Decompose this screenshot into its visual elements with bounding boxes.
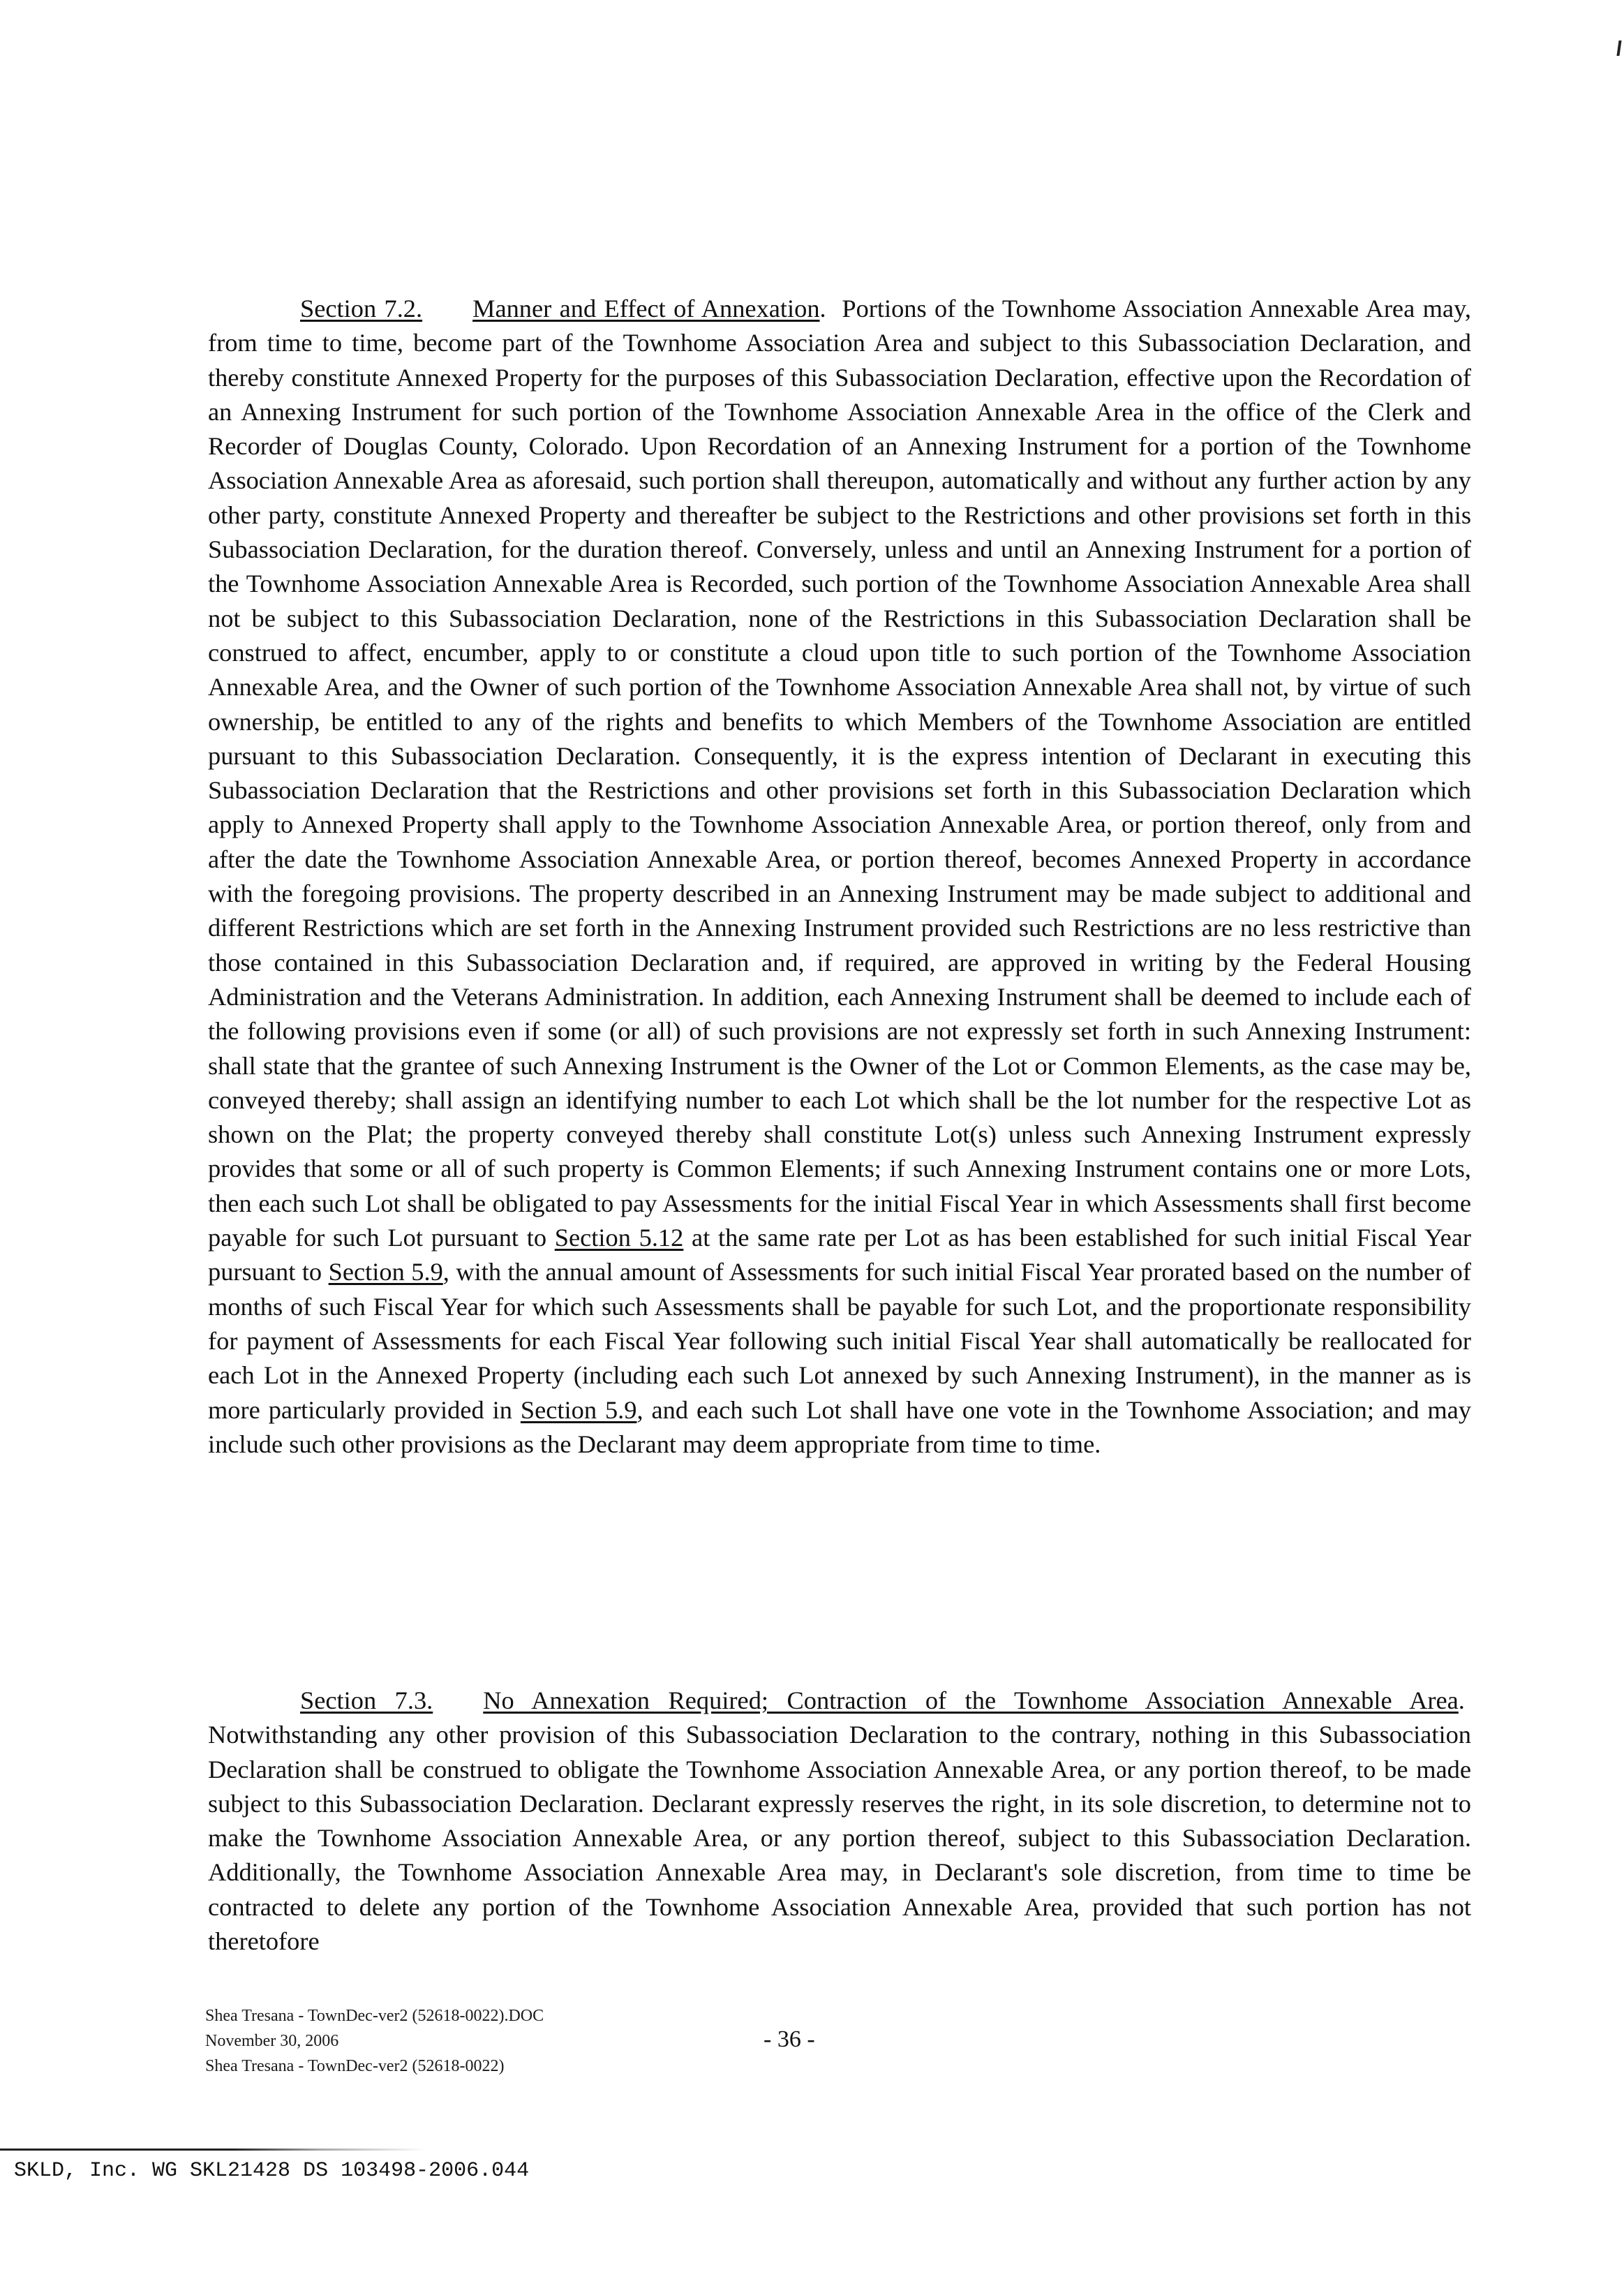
section-title: Manner and Effect of Annexation [472, 295, 820, 322]
section-text: , and each such Lot shall have one vote in the Townhome Association; and may include such other provisions as the Declarant may deem appropriate from time to time. [208, 1395, 1472, 1458]
section-text: Notwithstanding any other provision of this Subassociation Declaration to the contrary, nothing in this Subassociation Declaration shall be construed to obligate the Townhome Association Annexable Area, or any portion thereof, to be made subject to this Subassociation Declaration. Declarant expressly reserves the right, in its sole discretion, to determine not to make the Townhome Association Annexable Area, or any portion thereof, subject to this Subassociation Declaration. Additionally, the Townhome Association Annexable Area may, in Declarant's sole discretion, from time to time be contracted to delete any portion of the Townhome Association Annexable Area, provided that such portion has not theretofore [208, 1721, 1471, 1956]
section-cross-reference: Section 5.12 [554, 1224, 684, 1252]
section-number: Section 7.3. [300, 1686, 433, 1714]
bottom-rule [0, 2149, 426, 2151]
recording-stamp: SKLD, Inc. WG SKL21428 DS 103498-2006.044 [14, 2159, 530, 2183]
section-cross-reference: Section 5.9 [328, 1258, 443, 1286]
footer-filename-secondary: Shea Tresana - TownDec-ver2 (52618-0022) [205, 2057, 505, 2075]
footer-filename: Shea Tresana - TownDec-ver2 (52618-0022).DOC [205, 2007, 544, 2025]
section-7-2-paragraph: Section 7.2. Manner and Effect of Annexation. Portions of the Townhome Association Annexable Area may, from time to time, become part of the Townhome Association Area and subject to this Subassociation Declaration, and thereby constitute Annexed Property for the purposes of this Subassociation Declaration, effective upon the Recordation of an Annexing Instrument for such portion of the Townhome Association Annexable Area in the office of the Clerk and Recorder of Douglas County, Colorado. Upon Recordation of an Annexing Instrument for a portion of the Townhome Association Annexable Area as aforesaid, such portion shall thereupon, automatically and without any further action by any other party, constitute Annexed Property and thereafter be subject to the Restrictions and other provisions set forth in this Subassociation Declaration, for the duration thereof. Conversely, unless and until an Annexing Instrument for a portion of the Townhome Association Annexable Area is Recorded, such portion of the Townhome Association Annexable Area shall not be subject to this Subassociation Declaration, none of the Restrictions in this Subassociation Declaration shall be construed to affect, encumber, apply to or constitute a cloud upon title to such portion of the Townhome Association Annexable Area, and the Owner of such portion of the Townhome Association Annexable Area shall not, by virtue of such ownership, be entitled to any of the rights and benefits to which Members of the Townhome Association are entitled pursuant to this Subassociation Declaration. Consequently, it is the express intention of Declarant in executing this Subassociation Declaration that the Restrictions and other provisions set forth in this Subassociation Declaration which apply to Annexed Property shall apply to the Townhome Association Annexable Area, or portion thereof, only from and after the date the Townhome Association Annexable Area, or portion thereof, becomes Annexed Property in accordance with the foregoing provisions. The property described in an Annexing Instrument may be made subject to additional and different Restrictions which are set forth in the Annexing Instrument provided such Restrictions are no less restrictive than those contained in this Subassociation Declaration and, if required, are approved in writing by the Federal Housing Administration and the Veterans Administration. In addition, each Annexing Instrument shall be deemed to include each of the following provisions even if some (or all) of such provisions are not expressly set forth in such Annexing Instrument: shall state that the grantee of such Annexing Instrument is the Owner of the Lot or Common Elements, as the case may be, conveyed thereby; shall assign an identifying number to each Lot which shall be the lot number for the respective Lot as shown on the Plat; the property conveyed thereby shall constitute Lot(s) unless such Annexing Instrument expressly provides that some or all of such property is Common Elements; if such Annexing Instrument contains one or more Lots, then each such Lot shall be obligated to pay Assessments for the initial Fiscal Year in which Assessments shall first become payable for such Lot pursuant to Section 5.12 at the same rate per Lot as has been established for such initial Fiscal Year pursuant to Section 5.9, with the annual amount of Assessments for such initial Fiscal Year prorated based on the number of months of such Fiscal Year for which such Assessments shall be payable for such Lot, and the proportionate responsibility for payment of Assessments for each Fiscal Year following such initial Fiscal Year shall automatically be reallocated for each Lot in the Annexed Property (including each such Lot annexed by such Annexing Instrument), in the manner as is more particularly provided in Section 5.9, and each such Lot shall have one vote in the Townhome Association; and may include such other provisions as the Declarant may deem appropriate from time to time. [208, 295, 1472, 1458]
section-number: Section 7.2. [300, 295, 423, 322]
scan-artifact-mark [1616, 40, 1621, 56]
section-text: , with the annual amount of Assessments for such initial Fiscal Year prorated based on the number of months of such Fiscal Year for which such Assessments shall be payable for such Lot, and the proportionate responsibility for payment of Assessments for each Fiscal Year following such initial Fiscal Year shall automatically be reallocated for each Lot in the Annexed Property (including each such Lot annexed by such Annexing Instrument), in the manner as is more particularly provided in [208, 1258, 1471, 1424]
section-title: No Annexation Required; Contraction of the Townhome Association Annexable Area [483, 1686, 1459, 1714]
document-footer [205, 2003, 544, 2079]
section-cross-reference: Section 5.9 [520, 1395, 637, 1424]
footer-date: November 30, 2006 [205, 2032, 339, 2050]
section-text: Portions of the Townhome Association Annexable Area may, from time to time, become part of the Townhome Association Area and subject to this Subassociation Declaration, and thereby constitute Annexed Property for the purposes of this Subassociation Declaration, effective upon the Recordation of an Annexing Instrument for such portion of the Townhome Association Annexable Area in the office of the Clerk and Recorder of Douglas County, Colorado. Upon Recordation of an Annexing Instrument for a portion of the Townhome Association Annexable Area as aforesaid, such portion shall thereupon, automatically and without any further action by any other party, constitute Annexed Property and thereafter be subject to the Restrictions and other provisions set forth in this Subassociation Declaration, for the duration thereof. Conversely, unless and until an Annexing Instrument for a portion of the Townhome Association Annexable Area is Recorded, such portion of the Townhome Association Annexable Area shall not be subject to this Subassociation Declaration, none of the Restrictions in this Subassociation Declaration shall be construed to affect, encumber, apply to or constitute a cloud upon title to such portion of the Townhome Association Annexable Area, and the Owner of such portion of the Townhome Association Annexable Area shall not, by virtue of such ownership, be entitled to any of the rights and benefits to which Members of the Townhome Association are entitled pursuant to this Subassociation Declaration. Consequently, it is the express intention of Declarant in executing this Subassociation Declaration that the Restrictions and other provisions set forth in this Subassociation Declaration which apply to Annexed Property shall apply to the Townhome Association Annexable Area, or portion thereof, only from and after the date the Townhome Association Annexable Area, or portion thereof, becomes Annexed Property in accordance with the foregoing provisions. The property described in an Annexing Instrument may be made subject to additional and different Restrictions which are set forth in the Annexing Instrument provided such Restrictions are no less restrictive than those contained in this Subassociation Declaration and, if required, are approved in writing by the Federal Housing Administration and the Veterans Administration. In addition, each Annexing Instrument shall be deemed to include each of the following provisions even if some (or all) of such provisions are not expressly set forth in such Annexing Instrument: shall state that the grantee of such Annexing Instrument is the Owner of the Lot or Common Elements, as the case may be, conveyed thereby; shall assign an identifying number to each Lot which shall be the lot number for the respective Lot as shown on the Plat; the property conveyed thereby shall constitute Lot(s) unless such Annexing Instrument expressly provides that some or all of such property is Common Elements; if such Annexing Instrument contains one or more Lots, then each such Lot shall be obligated to pay Assessments for the initial Fiscal Year in which Assessments shall first become payable for such Lot pursuant to [208, 295, 1471, 1252]
section-7-3-paragraph: Section 7.3. No Annexation Required; Contraction of the Townhome Association Annexable Area. Notwithstanding any other provision of this Subassociation Declaration to the contrary, nothing in this Subassociation Declaration shall be construed to obligate the Townhome Association Annexable Area, or any portion thereof, to be made subject to this Subassociation Declaration. Declarant expressly reserves the right, in its sole discretion, to determine not to make the Townhome Association Annexable Area, or any portion thereof, subject to this Subassociation Declaration. Additionally, the Townhome Association Annexable Area may, in Declarant's sole discretion, from time to time be contracted to delete any portion of the Townhome Association Annexable Area, provided that such portion has not theretofore [208, 1686, 1471, 1956]
page-number: - 36 - [763, 2026, 815, 2052]
section-text: at the same rate per Lot as has been established for such initial Fiscal Year pursuant to [208, 1224, 1472, 1286]
